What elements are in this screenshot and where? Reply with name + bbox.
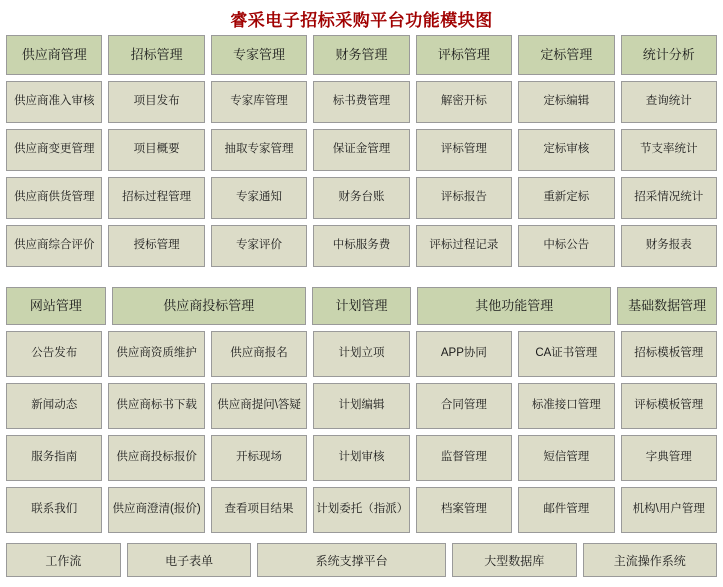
foundation-item-platform[interactable]: 系统支撑平台	[257, 543, 445, 577]
module-item[interactable]: 查看项目结果	[211, 487, 307, 533]
module-item[interactable]: 计划编辑	[313, 383, 409, 429]
module-header-evaluation-management[interactable]: 评标管理	[416, 35, 512, 75]
module-column-evaluation-management	[416, 35, 512, 267]
module-column-bidding-management	[108, 35, 204, 267]
module-item[interactable]: 档案管理	[416, 487, 512, 533]
top-section	[0, 35, 723, 267]
module-item[interactable]: 重新定标	[518, 177, 614, 219]
module-column-award-management	[518, 35, 614, 267]
bottom-section-row	[6, 487, 717, 533]
bottom-section	[0, 287, 723, 533]
module-item[interactable]: 计划委托（指派）	[313, 487, 409, 533]
module-item[interactable]: 供应商投标报价	[108, 435, 204, 481]
module-item[interactable]: 供应商变更管理	[6, 129, 102, 171]
module-item[interactable]: 供应商报名	[211, 331, 307, 377]
top-section-columns	[6, 35, 717, 267]
section-divider-space	[0, 273, 723, 287]
module-item[interactable]: 公告发布	[6, 331, 102, 377]
foundation-item-database[interactable]: 大型数据库	[452, 543, 577, 577]
module-item[interactable]: 评标管理	[416, 129, 512, 171]
module-item[interactable]: 邮件管理	[518, 487, 614, 533]
bottom-section-row	[6, 331, 717, 377]
module-item[interactable]: 供应商标书下载	[108, 383, 204, 429]
module-column-statistics-analysis	[621, 35, 717, 267]
bottom-section-row	[6, 435, 717, 481]
module-header-finance-management[interactable]: 财务管理	[313, 35, 409, 75]
module-item[interactable]: 授标管理	[108, 225, 204, 267]
module-item[interactable]: 专家库管理	[211, 81, 307, 123]
module-header-bidding-management[interactable]: 招标管理	[108, 35, 204, 75]
module-item[interactable]: 中标公告	[518, 225, 614, 267]
module-item[interactable]: 节支率统计	[621, 129, 717, 171]
bottom-section-row	[6, 383, 717, 429]
module-header-supplier-management[interactable]: 供应商管理	[6, 35, 102, 75]
module-item[interactable]: 定标审核	[518, 129, 614, 171]
module-item[interactable]: 财务台账	[313, 177, 409, 219]
module-item[interactable]: 计划立项	[313, 331, 409, 377]
module-item[interactable]: 专家评价	[211, 225, 307, 267]
module-item[interactable]: 专家通知	[211, 177, 307, 219]
module-item[interactable]: 服务指南	[6, 435, 102, 481]
module-column-finance-management	[313, 35, 409, 267]
foundation-item-workflow[interactable]: 工作流	[6, 543, 121, 577]
module-item[interactable]: 标书费管理	[313, 81, 409, 123]
module-item[interactable]: 机构\用户管理	[621, 487, 717, 533]
module-item[interactable]: 供应商资质维护	[108, 331, 204, 377]
module-header-website-management[interactable]: 网站管理	[6, 287, 106, 325]
module-item[interactable]: 招标过程管理	[108, 177, 204, 219]
module-header-award-management[interactable]: 定标管理	[518, 35, 614, 75]
module-item[interactable]: 评标过程记录	[416, 225, 512, 267]
module-item[interactable]: 抽取专家管理	[211, 129, 307, 171]
module-header-basic-data-management[interactable]: 基础数据管理	[617, 287, 717, 325]
module-item[interactable]: 解密开标	[416, 81, 512, 123]
module-item[interactable]: APP协同	[416, 331, 512, 377]
module-column-expert-management	[211, 35, 307, 267]
module-item[interactable]: 计划审核	[313, 435, 409, 481]
module-item[interactable]: 评标报告	[416, 177, 512, 219]
module-item[interactable]: CA证书管理	[518, 331, 614, 377]
module-item[interactable]: 中标服务费	[313, 225, 409, 267]
foundation-row	[0, 543, 723, 577]
module-header-supplier-bidding-management[interactable]: 供应商投标管理	[112, 287, 306, 325]
module-item[interactable]: 字典管理	[621, 435, 717, 481]
foundation-item-os[interactable]: 主流操作系统	[583, 543, 717, 577]
module-item[interactable]: 开标现场	[211, 435, 307, 481]
module-item[interactable]: 标准接口管理	[518, 383, 614, 429]
module-item[interactable]: 招标模板管理	[621, 331, 717, 377]
module-item[interactable]: 财务报表	[621, 225, 717, 267]
module-item[interactable]: 保证金管理	[313, 129, 409, 171]
module-item[interactable]: 联系我们	[6, 487, 102, 533]
module-item[interactable]: 供应商供货管理	[6, 177, 102, 219]
module-item[interactable]: 短信管理	[518, 435, 614, 481]
module-header-plan-management[interactable]: 计划管理	[312, 287, 412, 325]
module-item[interactable]: 供应商综合评价	[6, 225, 102, 267]
module-header-statistics-analysis[interactable]: 统计分析	[621, 35, 717, 75]
foundation-item-eform[interactable]: 电子表单	[127, 543, 252, 577]
module-column-supplier-management	[6, 35, 102, 267]
module-item[interactable]: 监督管理	[416, 435, 512, 481]
module-item[interactable]: 供应商提问\答疑	[211, 383, 307, 429]
module-header-expert-management[interactable]: 专家管理	[211, 35, 307, 75]
module-header-other-function-management[interactable]: 其他功能管理	[417, 287, 611, 325]
module-item[interactable]: 查询统计	[621, 81, 717, 123]
module-item[interactable]: 新闻动态	[6, 383, 102, 429]
module-item[interactable]: 项目发布	[108, 81, 204, 123]
module-item[interactable]: 定标编辑	[518, 81, 614, 123]
module-item[interactable]: 评标模板管理	[621, 383, 717, 429]
module-item[interactable]: 招采情况统计	[621, 177, 717, 219]
module-item[interactable]: 供应商澄清(报价)	[108, 487, 204, 533]
module-item[interactable]: 合同管理	[416, 383, 512, 429]
bottom-section-headers	[6, 287, 717, 325]
module-item[interactable]: 项目概要	[108, 129, 204, 171]
module-item[interactable]: 供应商准入审核	[6, 81, 102, 123]
page-title: 睿采电子招标采购平台功能模块图	[230, 11, 493, 30]
